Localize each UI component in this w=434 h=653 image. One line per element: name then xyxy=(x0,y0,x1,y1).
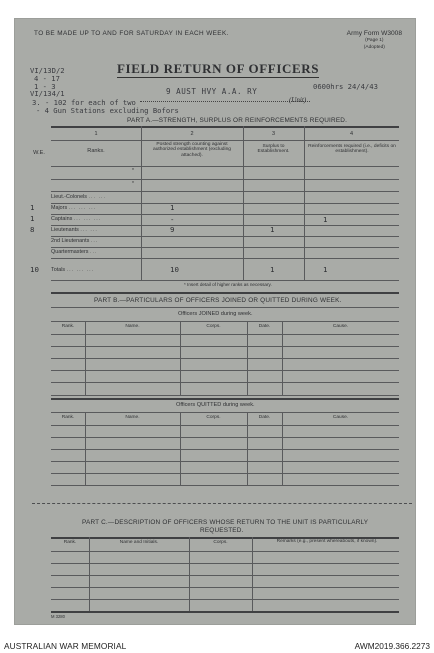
col-ranks-header: Ranks. xyxy=(87,148,105,154)
rule xyxy=(51,412,399,413)
reinf-captains: 1 xyxy=(323,215,328,224)
rule xyxy=(51,587,399,588)
rule xyxy=(51,214,399,215)
rule xyxy=(89,537,90,611)
rule xyxy=(51,599,399,600)
rule xyxy=(51,280,399,281)
col-reinf-header: Reinforcements required (i.e., deficits on establishment). xyxy=(308,144,396,155)
form-adopted: (Adopted) xyxy=(363,45,385,50)
quitted-col-rank: Rank. xyxy=(61,415,75,420)
rule xyxy=(247,412,248,485)
rule xyxy=(51,425,399,426)
rule xyxy=(51,247,399,248)
quitted-col-name: Name. xyxy=(125,415,140,420)
form-id: Army Form W3008 xyxy=(346,30,402,37)
printer-mark: M 3280 xyxy=(51,614,65,619)
rule xyxy=(51,191,399,192)
rule xyxy=(51,485,399,486)
rule xyxy=(243,126,244,280)
col-surplus-header: Surplus to Establishment. xyxy=(257,144,290,155)
rank-label: 2nd Lieutenants xyxy=(51,238,90,244)
rule xyxy=(51,140,399,141)
rule xyxy=(51,346,399,347)
rule xyxy=(51,563,399,564)
rule xyxy=(51,395,399,396)
rule xyxy=(51,575,399,576)
quitted-col-date: Date. xyxy=(258,415,271,420)
typed-unit: 9 AUST HVY A.A. RY xyxy=(166,87,258,96)
rank-label: Totals xyxy=(51,267,66,273)
joined-col-rank: Rank. xyxy=(61,324,75,329)
typed-ref-4: VI/134/1 xyxy=(30,89,65,98)
partc-col-remarks: Remarks (e.g., present whereabouts, if known). xyxy=(276,539,378,544)
col-number-3: 3 xyxy=(271,131,276,137)
typed-line-1: 3. - 102 for each of two xyxy=(32,98,136,107)
asterisk-mark: * xyxy=(132,168,134,174)
we-majors: 1 xyxy=(30,203,35,212)
rule xyxy=(51,551,399,552)
rank-quartermasters: Quartermasters ... xyxy=(51,249,98,255)
rule xyxy=(141,126,142,280)
partc-col-corps: Corps. xyxy=(213,540,228,545)
rank-2nd-lieutenants: 2nd Lieutenants ... xyxy=(51,238,99,244)
rule xyxy=(252,537,253,611)
rule xyxy=(51,611,399,613)
we-captains: 1 xyxy=(30,214,35,223)
rule xyxy=(51,398,399,400)
rule xyxy=(51,461,399,462)
rule xyxy=(51,236,399,237)
rule xyxy=(304,126,305,280)
part-c-heading-line2: REQUESTED. xyxy=(200,527,244,534)
rule xyxy=(282,321,283,395)
rank-label: Captains xyxy=(51,216,73,222)
rule xyxy=(51,258,399,259)
rank-label: Lieut.-Colonels xyxy=(51,194,87,200)
rule xyxy=(51,382,399,383)
we-lieutenants: 8 xyxy=(30,225,35,234)
rule xyxy=(85,412,86,485)
rule xyxy=(51,437,399,438)
col-number-2: 2 xyxy=(190,131,194,137)
col-number-4: 4 xyxy=(349,131,354,137)
typed-ref-3: 1 - 3 xyxy=(34,82,56,91)
rank-label: Lieutenants xyxy=(51,227,79,233)
rule xyxy=(180,412,181,485)
surplus-lieutenants: 1 xyxy=(270,225,275,234)
rule xyxy=(51,179,399,180)
tear-line xyxy=(32,503,412,504)
rule xyxy=(51,370,399,371)
quitted-col-corps: Corps. xyxy=(206,415,221,420)
joined-title: Officers JOINED during week. xyxy=(178,311,253,317)
rank-captains: Captains ... ... ... xyxy=(51,216,102,222)
col-posted-header: Posted strength counting against authorized establishment (excluding attached). xyxy=(152,142,232,158)
document-sheet xyxy=(14,18,416,625)
rule xyxy=(180,321,181,395)
rank-label: Quartermasters xyxy=(51,249,89,255)
joined-col-corps: Corps. xyxy=(206,324,221,329)
rule xyxy=(51,166,399,167)
rule xyxy=(51,292,399,294)
rule xyxy=(51,307,399,308)
typed-ref-1: VI/13D/2 xyxy=(30,66,65,75)
surplus-totals: 1 xyxy=(270,265,275,274)
asterisk-mark: * xyxy=(132,181,134,187)
reinf-totals: 1 xyxy=(323,265,328,274)
rule xyxy=(51,203,399,204)
typed-line-2: - 4 Gun Stations excluding Bofors xyxy=(36,106,179,115)
footer-institution: AUSTRALIAN WAR MEMORIAL xyxy=(4,641,127,651)
rule xyxy=(189,537,190,611)
form-title: FIELD RETURN OF OFFICERS xyxy=(117,61,320,76)
rank-label: Majors xyxy=(51,205,68,211)
posted-majors: 1 xyxy=(170,203,175,212)
rule xyxy=(51,358,399,359)
footer-accession-number: AWM2019.366.2273 xyxy=(354,641,430,651)
joined-col-name: Name. xyxy=(125,324,140,329)
rule xyxy=(51,334,399,335)
partc-col-name: Name and Initials. xyxy=(119,540,159,545)
rule xyxy=(51,126,399,128)
rule xyxy=(51,321,399,322)
part-a-footnote: * Insert detail of higher ranks as necessary. xyxy=(184,282,272,287)
instruction-text: TO BE MADE UP TO AND FOR SATURDAY IN EACH WEEK. xyxy=(34,30,229,37)
joined-col-cause: Cause. xyxy=(332,324,349,329)
quitted-title: Officers QUITTED during week. xyxy=(176,402,255,408)
rule xyxy=(247,321,248,395)
rank-totals: Totals ... ... ... xyxy=(51,267,95,273)
part-c-heading-line1: PART C.—DESCRIPTION OF OFFICERS WHOSE RETURN TO THE UNIT IS PARTICULARLY xyxy=(82,519,369,526)
posted-lieutenants: 9 xyxy=(170,225,175,234)
unit-line xyxy=(140,101,310,102)
unit-label: (Unit) xyxy=(289,96,307,104)
col-number-1: 1 xyxy=(94,131,98,137)
rule xyxy=(282,412,283,485)
joined-col-date: Date. xyxy=(258,324,271,329)
rule xyxy=(51,449,399,450)
part-b-heading: PART B.—PARTICULARS OF OFFICERS JOINED OR QUITTED DURING WEEK. xyxy=(94,297,342,304)
rank-majors: Majors ... ... ... xyxy=(51,205,97,211)
form-page: (Page 1) xyxy=(365,38,384,43)
army-form-label xyxy=(347,30,402,51)
col-we-header: W.E. xyxy=(33,150,45,156)
rule xyxy=(85,321,86,395)
we-totals: 10 xyxy=(30,265,39,274)
rule xyxy=(51,473,399,474)
typed-ref-2: 4 - 17 xyxy=(34,74,60,83)
typed-datetime: 0600hrs 24/4/43 xyxy=(313,82,378,91)
rank-lieut-colonels: Lieut.-Colonels ... ... xyxy=(51,194,106,200)
part-a-heading: PART A.—STRENGTH, SURPLUS OR REINFORCEMENTS REQUIRED. xyxy=(127,117,348,124)
posted-totals: 10 xyxy=(170,265,179,274)
quitted-col-cause: Cause. xyxy=(332,415,349,420)
rank-lieutenants: Lieutenants ... ... xyxy=(51,227,98,233)
rule xyxy=(51,225,399,226)
partc-col-rank: Rank. xyxy=(63,540,77,545)
posted-captains: - xyxy=(170,215,175,224)
